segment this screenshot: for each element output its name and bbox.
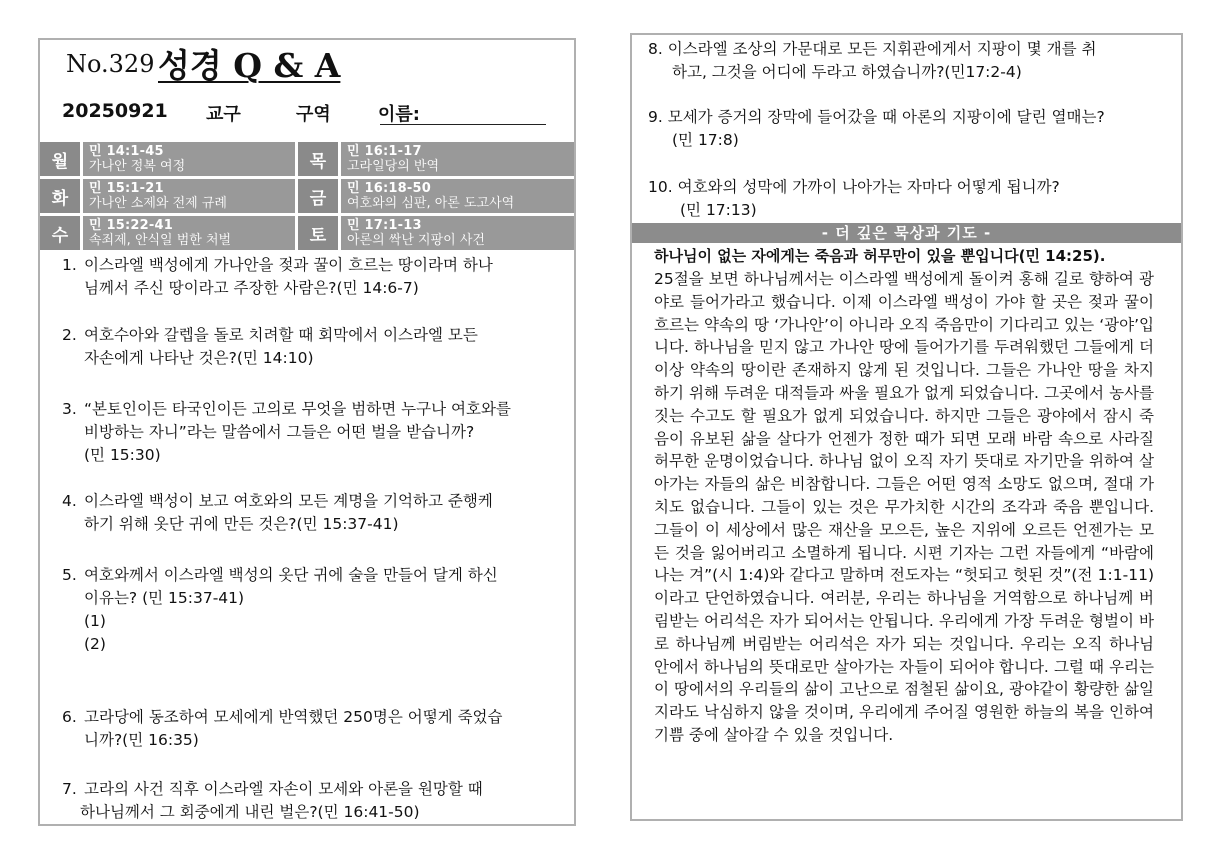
question-1 [62,254,572,300]
reading-topic: 가나안 정복 여정 [89,159,186,174]
question-10 [648,176,1178,222]
reading-ref: 민 14:1-45 [89,144,164,159]
question-text: 하나님께서 그 회중에게 내린 벌은?(민 16:41-50) [80,803,420,821]
name-label: 이름: [378,104,420,125]
day-label: 금 [298,179,338,213]
question-text: (민 17:13) [680,201,757,219]
meditation-heading: 하나님이 없는 자에게는 죽음과 허무만이 있을 뿐입니다(민 14:25). [654,247,1106,265]
question-text: 여호와의 성막에 가까이 나아가는 자마다 어떻게 됩니까? [677,178,1060,196]
answer-slot: (1) [84,612,106,630]
reading-ref: 민 15:22-41 [89,218,173,233]
day-label: 월 [40,142,80,176]
question-text: 자손에게 나타난 것은?(민 14:10) [84,349,314,367]
question-4 [62,490,572,536]
day-label: 수 [40,216,80,250]
question-number: 7. [62,780,77,798]
schedule-row [40,179,574,213]
question-text: 하고, 그것을 어디에 두라고 하였습니까?(민17:2-4) [672,63,1022,81]
question-text: 니까?(민 16:35) [84,731,199,749]
day-label: 토 [298,216,338,250]
question-number: 2. [62,326,77,344]
day-label: 목 [298,142,338,176]
question-2 [62,324,572,370]
meditation-section-header: - 더 깊은 묵상과 기도 - [632,223,1181,243]
question-text: “본토인이든 타국인이든 고의로 무엇을 범하면 누구나 여호와를 [84,400,511,418]
question-number: 5. [62,566,77,584]
question-text: 이유는? (민 15:37-41) [84,589,245,607]
reading-topic: 여호와의 심판, 아론 도고사역 [347,196,515,211]
question-number: 9. [648,108,663,126]
schedule-row [40,142,574,176]
reading-schedule [40,142,574,250]
reading-topic: 속죄제, 안식일 범한 처벌 [89,233,232,248]
question-number: 10. [648,178,673,196]
question-number: 3. [62,400,77,418]
district-label: 교구 [206,104,241,125]
question-text: 하기 위해 옷단 귀에 만든 것은?(민 15:37-41) [84,515,399,533]
question-number: 6. [62,708,77,726]
question-number: 8. [648,40,663,58]
question-text: (민 15:30) [84,446,161,464]
schedule-cell [341,179,574,213]
name-blank-line[interactable] [380,124,546,125]
question-8 [648,38,1178,84]
schedule-cell [341,216,574,250]
question-7 [62,778,572,824]
schedule-cell [341,142,574,176]
schedule-cell [83,179,295,213]
question-text: 여호수아와 갈렙을 돌로 치려할 때 회막에서 이스라엘 모든 [84,326,478,344]
question-text: 여호와께서 이스라엘 백성의 옷단 귀에 술을 만들어 달게 하신 [84,566,498,584]
question-text: 비방하는 자니”라는 말씀에서 그들은 어떤 벌을 받습니까? [84,423,475,441]
question-text: 고라당에 동조하여 모세에게 반역했던 250명은 어떻게 죽었습 [84,708,503,726]
left-panel [38,38,576,826]
reading-ref: 민 17:1-13 [347,218,422,233]
reading-topic: 가나안 소제와 전제 규례 [89,196,227,211]
reading-ref: 민 15:1-21 [89,181,164,196]
right-panel [630,33,1183,821]
question-text: 이스라엘 백성에게 가나안을 젖과 꿀이 흐르는 땅이라며 하나 [84,256,493,274]
reading-topic: 아론의 싹난 지팡이 사건 [347,233,485,248]
page-title: 성경 Q & A [158,46,341,85]
day-label: 화 [40,179,80,213]
reading-topic: 고라일당의 반역 [347,159,440,174]
question-6 [62,706,572,752]
question-text: 님께서 주신 땅이라고 주장한 사람은?(민 14:6-7) [84,279,419,297]
schedule-cell [83,216,295,250]
question-text: 이스라엘 조상의 가문대로 모든 지휘관에게서 지팡이 몇 개를 취 [667,40,1097,58]
reading-ref: 민 16:18-50 [347,181,431,196]
date: 20250921 [62,100,168,122]
reading-ref: 민 16:1-17 [347,144,422,159]
answer-slot: (2) [84,635,106,653]
question-text: (민 17:8) [672,131,739,149]
question-number: 1. [62,256,77,274]
issue-number: No.329 [66,50,155,78]
meditation-body: 25절을 보면 하나님께서는 이스라엘 백성에게 돌이켜 홍해 길로 향하여 광야로 들어가라고 했습니다. 이제 이스라엘 백성이 가야 할 곳은 젖과 꿀이 흐르는 약속의 땅 ‘가나안’이 아니라 오직 죽음만이 기다리고 있는 ‘광야’입니다. 하나님을 믿지 않고 가나안 땅에 들어가기를 두려워했던 그들에게 더 이상 약속의 땅이란 존재하지 않게 된 것입니다. 그들은 가나안 땅을 차지하기 위해 두려운 대적들과 싸울 필요가 없게 되었습니다. 그곳에서 농사를 짓는 수고도 할 필요가 없게 되었습니다. 하지만 그들은 광야에서 잠시 죽음이 유보된 삶을 살다가 언젠가 정한 때가 되면 모래 바람 속으로 사라질 허무한 운명이었습니다. 하나님 없이 오직 자기 뜻대로 자기만을 위하여 살아가는 자들의 삶은 비참합니다. 그들은 어떤 영적 소망도 없으며, 절대 가치도 없습니다. 그들이 있는 것은 무가치한 시간의 조각과 죽음 뿐입니다. 그들이 이 세상에서 많은 재산을 모으든, 높은 지위에 오르든 언젠가는 모든 것을 잃어버리고 소멸하게 됩니다. 시편 기자는 그런 자들에게 “바람에 나는 겨”(시 1:4)와 같다고 말하며 전도자는 “헛되고 헛된 것”(전 1:1-11)이라고 단언하였습니다. 여러분, 우리는 하나님을 거역함으로 하나님께 버림받는 어리석은 자가 되어서는 안됩니다. 우리에게 가장 두려운 형벌이 바로 하나님께 버림받는 어리석은 자가 되는 것입니다. 우리는 오직 하나님 안에서 하나님의 뜻대로만 살아가는 자들이 되어야 합니다. 그럴 때 우리는 이 땅에서의 우리들의 삶이 고난으로 점철된 삶이요, 광야같이 황량한 삶일지라도 낙심하지 않을 것이며, 우리에게 주어질 영원한 하늘의 복을 인하여 기쁨 중에 살아갈 수 있을 것입니다. [654,270,1154,744]
question-text: 모세가 증거의 장막에 들어갔을 때 아론의 지팡이에 달린 열매는? [667,108,1105,126]
schedule-cell [83,142,295,176]
question-number: 4. [62,492,77,510]
question-text: 고라의 사건 직후 이스라엘 자손이 모세와 아론을 원망할 때 [84,780,483,798]
schedule-row [40,216,574,250]
question-5 [62,564,572,656]
question-text: 이스라엘 백성이 보고 여호와의 모든 계명을 기억하고 준행케 [84,492,493,510]
question-3 [62,398,572,467]
zone-label: 구역 [296,104,331,125]
question-9 [648,106,1178,152]
